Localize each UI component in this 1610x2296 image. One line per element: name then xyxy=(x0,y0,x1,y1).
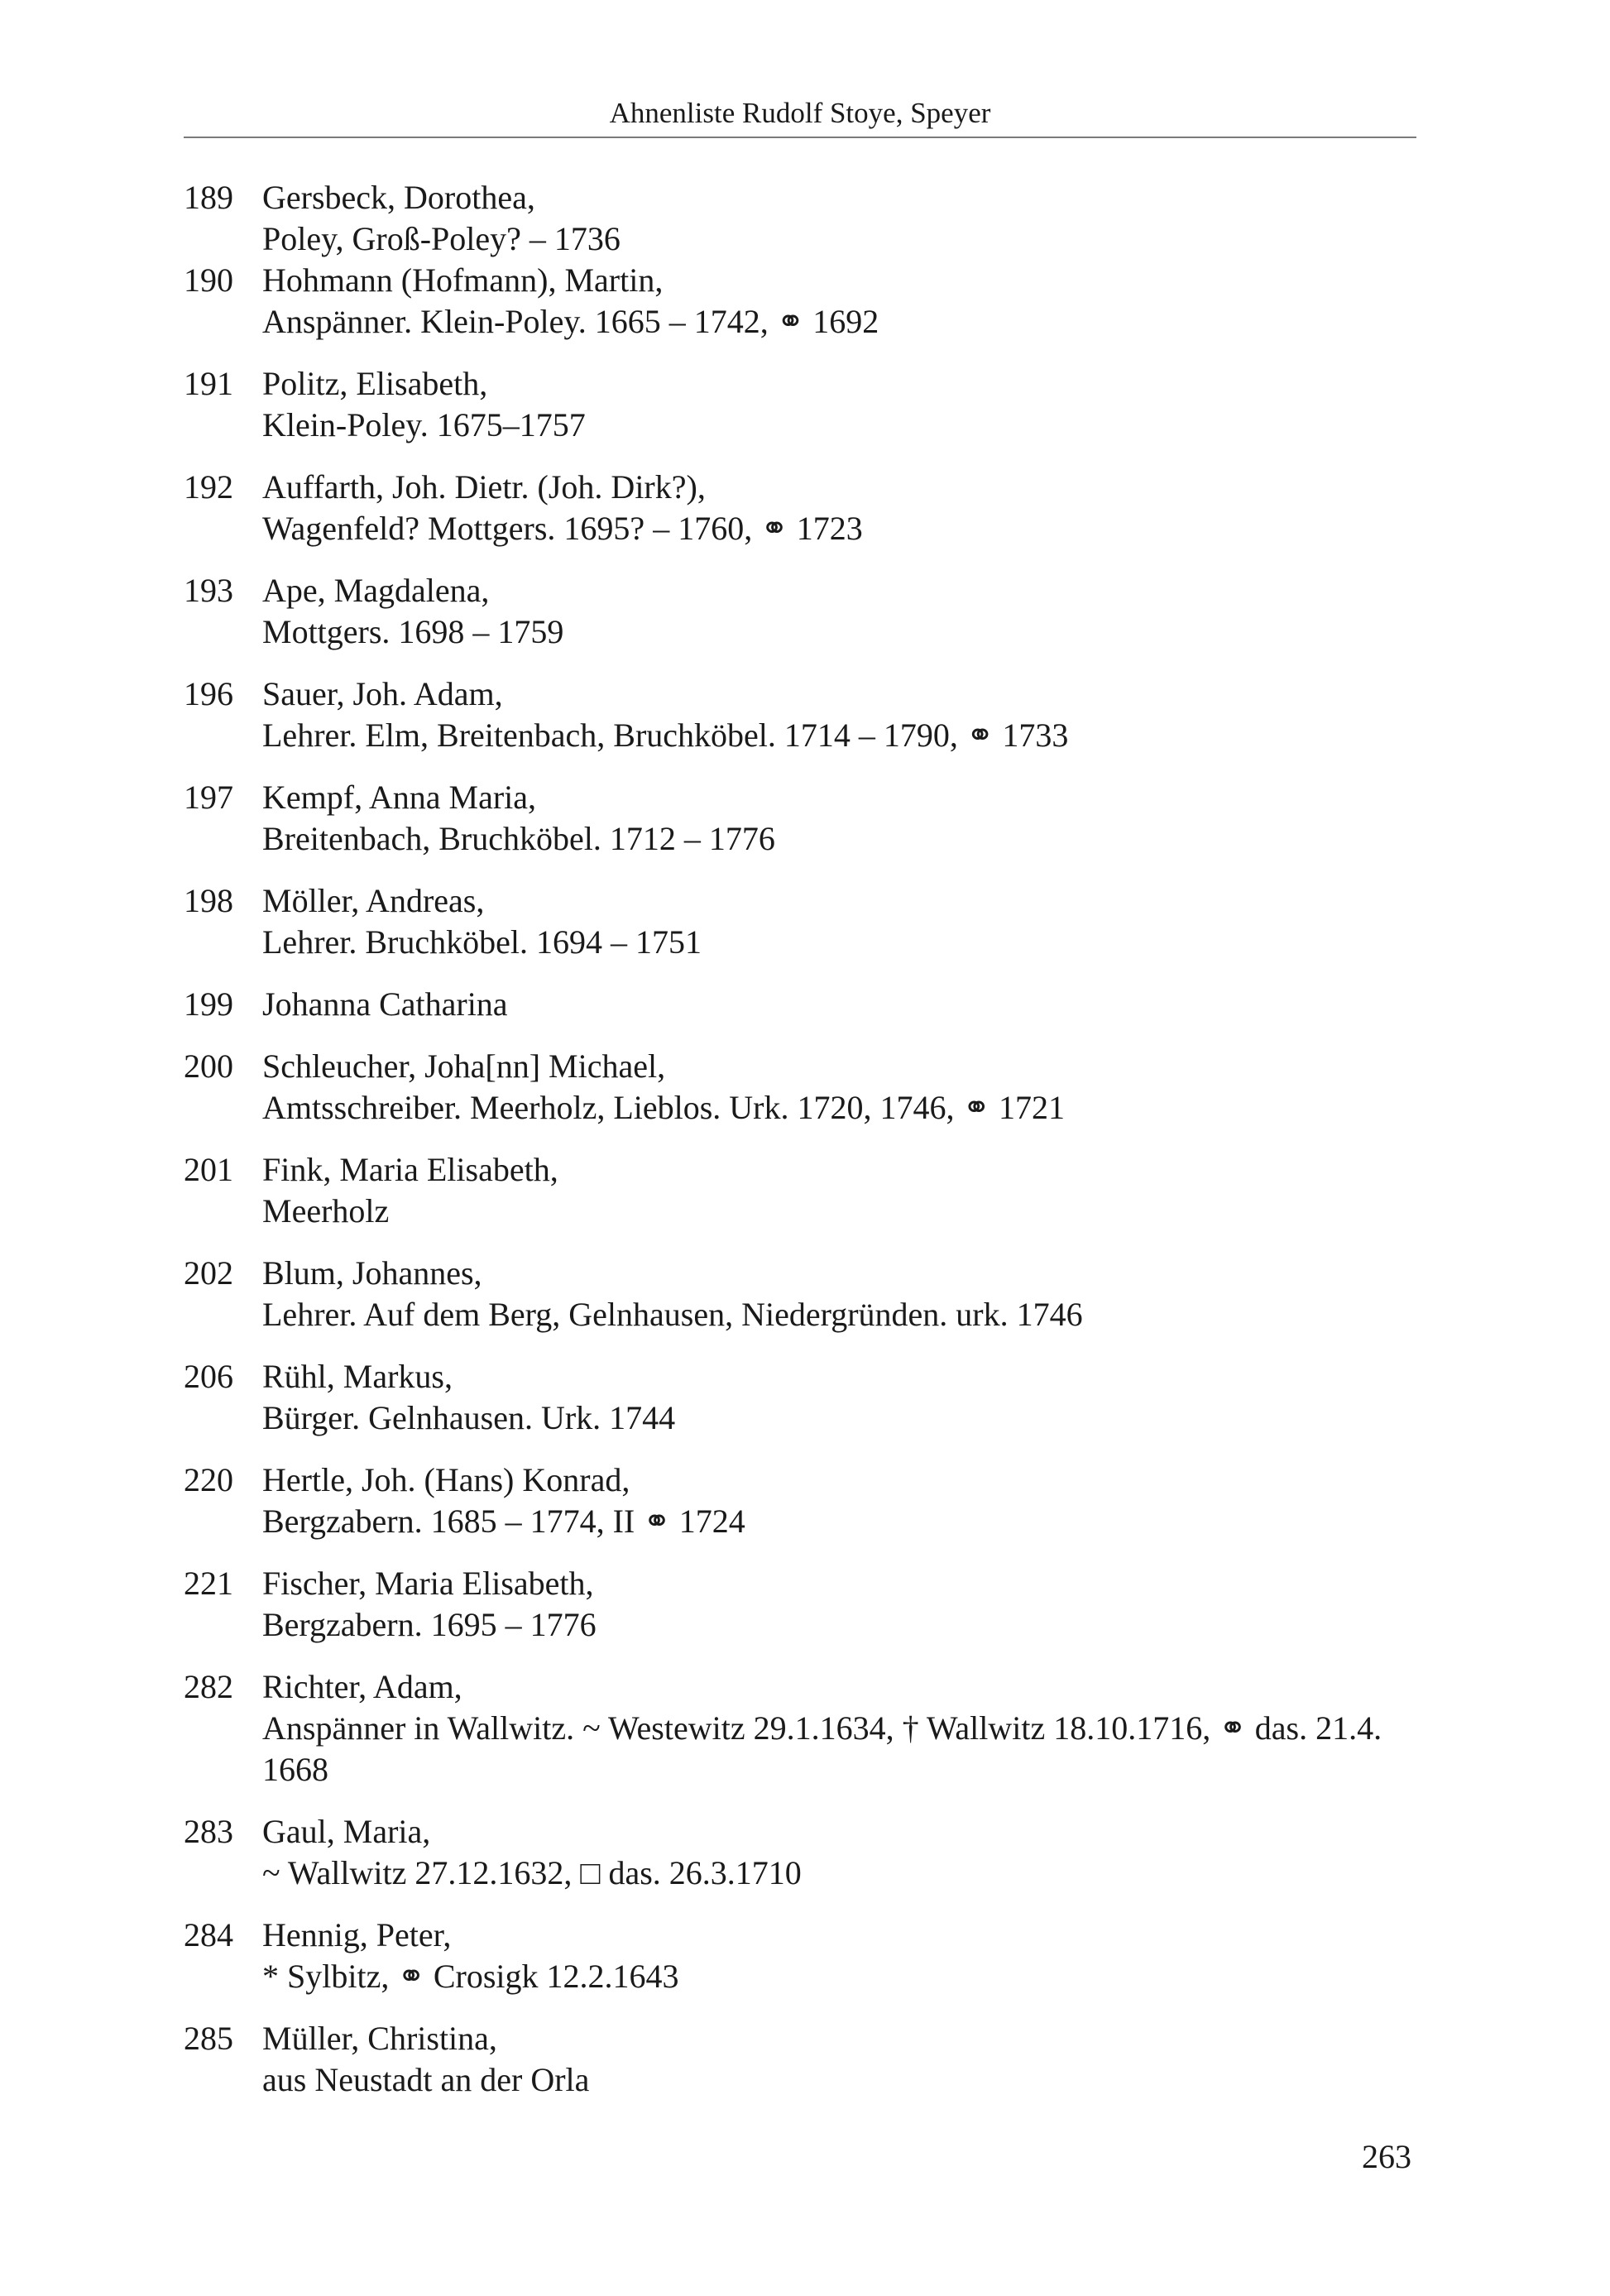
entry-text xyxy=(262,1460,1416,1542)
ancestor-entry xyxy=(184,1253,1416,1335)
entry-number: 201 xyxy=(184,1151,233,1188)
ancestor-entry xyxy=(184,1811,1416,1894)
entry-text xyxy=(262,1253,1416,1335)
ancestor-entry xyxy=(184,177,1416,260)
entry-number: 202 xyxy=(184,1254,233,1292)
entry-name-line: Auffarth, Joh. Dietr. (Joh. Dirk?), xyxy=(262,468,706,506)
entry-number: 284 xyxy=(184,1916,233,1953)
entry-number: 193 xyxy=(184,572,233,609)
ancestor-entry xyxy=(184,673,1416,756)
ancestor-entry xyxy=(184,984,1416,1025)
entry-detail-line: Bergzabern. 1685 – 1774, II ⚭ 1724 xyxy=(262,1503,745,1540)
entry-detail-line: Anspänner. Klein-Poley. 1665 – 1742, ⚭ 1692 xyxy=(262,303,879,340)
entry-detail-line: aus Neustadt an der Orla xyxy=(262,2061,590,2098)
entry-text xyxy=(262,1915,1416,1997)
entry-detail-line: Lehrer. Auf dem Berg, Gelnhausen, Niedergründen. urk. 1746 xyxy=(262,1296,1083,1333)
ancestor-list xyxy=(184,177,1416,2101)
entry-name-line: Gaul, Maria, xyxy=(262,1813,431,1850)
entry-text xyxy=(262,984,1416,1025)
entry-detail-line: Lehrer. Elm, Breitenbach, Bruchköbel. 1714 – 1790, ⚭ 1733 xyxy=(262,717,1069,754)
entry-detail-line: ~ Wallwitz 27.12.1632, □ das. 26.3.1710 xyxy=(262,1854,802,1891)
ancestor-entry xyxy=(184,260,1416,343)
ancestor-entry xyxy=(184,1460,1416,1542)
page-number: 263 xyxy=(1362,2138,1411,2175)
entry-number: 190 xyxy=(184,261,233,299)
entry-text xyxy=(262,673,1416,756)
ancestor-entry xyxy=(184,1563,1416,1646)
entry-text xyxy=(262,1563,1416,1646)
entry-name-line: Hennig, Peter, xyxy=(262,1916,452,1953)
entry-name-line: Möller, Andreas, xyxy=(262,882,485,919)
ancestor-entry xyxy=(184,777,1416,860)
entry-number: 192 xyxy=(184,468,233,506)
entry-name-line: Fink, Maria Elisabeth, xyxy=(262,1151,558,1188)
entry-text xyxy=(262,1811,1416,1894)
entry-name-line: Fischer, Maria Elisabeth, xyxy=(262,1565,594,1602)
ancestor-entry xyxy=(184,1046,1416,1129)
entry-detail-line: Bürger. Gelnhausen. Urk. 1744 xyxy=(262,1399,676,1436)
entry-number: 206 xyxy=(184,1358,233,1395)
entry-detail-line: Meerholz xyxy=(262,1192,390,1229)
entry-detail-line: Lehrer. Bruchköbel. 1694 – 1751 xyxy=(262,923,702,961)
entry-detail-line: Bergzabern. 1695 – 1776 xyxy=(262,1606,597,1643)
entry-name-line: Hohmann (Hofmann), Martin, xyxy=(262,261,664,299)
ancestor-entry xyxy=(184,1915,1416,1997)
entry-name-line: Rühl, Markus, xyxy=(262,1358,453,1395)
entry-number: 189 xyxy=(184,179,233,216)
entry-text xyxy=(262,1356,1416,1439)
entry-name-line: Blum, Johannes, xyxy=(262,1254,482,1292)
entry-name-line: Müller, Christina, xyxy=(262,2020,497,2057)
entry-number: 196 xyxy=(184,675,233,712)
entry-text xyxy=(262,363,1416,446)
entry-number: 197 xyxy=(184,779,233,816)
entry-text xyxy=(262,177,1416,260)
entry-text xyxy=(262,570,1416,653)
entry-text xyxy=(262,1666,1416,1790)
entry-text xyxy=(262,880,1416,963)
entry-name-line: Richter, Adam, xyxy=(262,1668,462,1705)
entry-name-line: Hertle, Joh. (Hans) Konrad, xyxy=(262,1461,630,1498)
entry-detail-line: Klein-Poley. 1675–1757 xyxy=(262,406,586,443)
entry-detail-line: Amtsschreiber. Meerholz, Lieblos. Urk. 1720, 1746, ⚭ 1721 xyxy=(262,1089,1066,1126)
running-header: Ahnenliste Rudolf Stoye, Speyer xyxy=(609,97,991,129)
ancestor-entry xyxy=(184,1666,1416,1790)
entry-text xyxy=(262,467,1416,549)
entry-detail-line: Wagenfeld? Mottgers. 1695? – 1760, ⚭ 1723 xyxy=(262,510,863,547)
entry-name-line: Gersbeck, Dorothea, xyxy=(262,179,535,216)
ancestor-entry xyxy=(184,1356,1416,1439)
entry-number: 282 xyxy=(184,1668,233,1705)
entry-number: 200 xyxy=(184,1047,233,1085)
entry-number: 191 xyxy=(184,365,233,402)
header-rule xyxy=(184,137,1416,138)
entry-text xyxy=(262,260,1416,343)
ancestor-entry xyxy=(184,363,1416,446)
entry-number: 220 xyxy=(184,1461,233,1498)
entry-name-line: Johanna Catharina xyxy=(262,985,508,1023)
entry-number: 283 xyxy=(184,1813,233,1850)
entry-number: 198 xyxy=(184,882,233,919)
entry-detail-line: 1668 xyxy=(262,1751,328,1788)
entry-text xyxy=(262,1149,1416,1232)
entry-number: 221 xyxy=(184,1565,233,1602)
ancestor-entry xyxy=(184,880,1416,963)
entry-name-line: Politz, Elisabeth, xyxy=(262,365,488,402)
ancestor-entry xyxy=(184,2018,1416,2101)
entry-name-line: Sauer, Joh. Adam, xyxy=(262,675,503,712)
entry-name-line: Ape, Magdalena, xyxy=(262,572,490,609)
entry-detail-line: Poley, Groß-Poley? – 1736 xyxy=(262,220,621,257)
entry-name-line: Schleucher, Joha[nn] Michael, xyxy=(262,1047,666,1085)
entry-name-line: Kempf, Anna Maria, xyxy=(262,779,537,816)
ancestor-entry xyxy=(184,1149,1416,1232)
ancestor-entry xyxy=(184,467,1416,549)
entry-number: 285 xyxy=(184,2020,233,2057)
entry-detail-line: Breitenbach, Bruchköbel. 1712 – 1776 xyxy=(262,820,775,857)
entry-number: 199 xyxy=(184,985,233,1023)
entry-text xyxy=(262,1046,1416,1129)
entry-detail-line: * Sylbitz, ⚭ Crosigk 12.2.1643 xyxy=(262,1958,679,1995)
entry-text xyxy=(262,2018,1416,2101)
entry-detail-line: Anspänner in Wallwitz. ~ Westewitz 29.1.1634, † Wallwitz 18.10.1716, ⚭ das. 21.4. xyxy=(262,1709,1382,1747)
ancestor-entry xyxy=(184,570,1416,653)
entry-detail-line: Mottgers. 1698 – 1759 xyxy=(262,613,564,650)
entry-text xyxy=(262,777,1416,860)
